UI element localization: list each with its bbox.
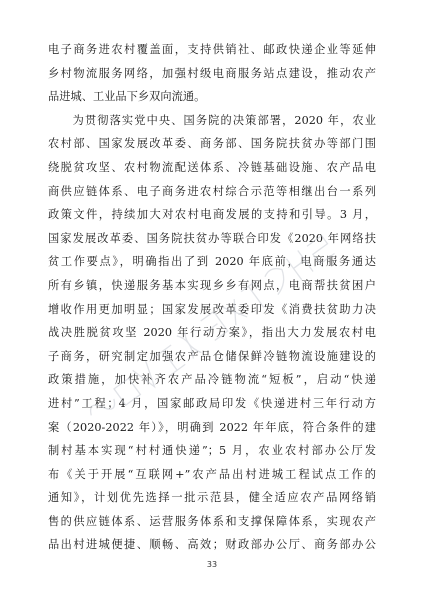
- text-line: 电子商务进农村覆盖面，支持供销社、邮政快递企业等延伸: [48, 43, 376, 56]
- text-line: 品进城、工业品下乡双向流通。: [48, 90, 206, 104]
- text-line: 为贯彻落实党中央、国务院的决策部署，2020 年，农业: [48, 113, 376, 127]
- text-line: 案（2020-2022 年）》，明确到 2022 年年底，符合条件的建: [48, 420, 376, 434]
- text-line: 政策措施，加快补齐农产品冷链物流“短板”，启动“快递: [48, 373, 376, 387]
- text-line: 贫工作要点》，明确指出了到 2020 年底前，电商服务通达: [48, 255, 376, 269]
- text-line: 国家发展改革委、国务院扶贫办等联合印发《2020 年网络扶: [48, 231, 376, 245]
- text-line: 增收作用更加明显；国家发展改革委印发《消费扶贫助力决: [48, 302, 376, 316]
- text-line: 售的供应链体系、运营服务体系和支撑保障体系，实现农产: [48, 514, 376, 528]
- text-line: 子商务，研究制定加强农产品仓储保鲜冷链物流设施建设的: [48, 349, 376, 363]
- text-line: 品出村进城便捷、顺畅、高效；财政部办公厅、商务部办公: [48, 538, 376, 552]
- text-line: 所有乡镇，快递服务基本实现乡乡有网点，电商帮扶贫困户: [48, 278, 376, 292]
- body-text: [48, 38, 376, 557]
- text-line: 商供应链体系、电子商务进农村综合示范等相继出台一系列: [48, 184, 376, 198]
- page-number: 33: [206, 560, 218, 569]
- text-line: 布《关于开展“互联网+”农产品出村进城工程试点工作的: [48, 467, 376, 481]
- text-line: 通知》，计划优先选择一批示范县，健全适应农产品网络销: [48, 491, 376, 505]
- text-line: 战决胜脱贫攻坚 2020 年行动方案》，指出大力发展农村电: [48, 326, 376, 340]
- text-line: 制村基本实现“村村通快递”；5 月，农业农村部办公厅发: [48, 444, 376, 458]
- text-line: 进村”工程；4 月，国家邮政局印发《快递进村三年行动方: [48, 396, 376, 410]
- text-line: 乡村物流服务网络，加强村级电商服务站点建设，推动农产: [48, 66, 376, 80]
- text-line: 政策文件，持续加大对农村电商发展的支持和引导。3 月，: [48, 208, 376, 222]
- text-line: 绕脱贫攻坚、农村物流配送体系、冷链基础设施、农产品电: [48, 160, 376, 174]
- text-line: 农村部、国家发展改革委、商务部、国务院扶贫办等部门围: [48, 137, 376, 151]
